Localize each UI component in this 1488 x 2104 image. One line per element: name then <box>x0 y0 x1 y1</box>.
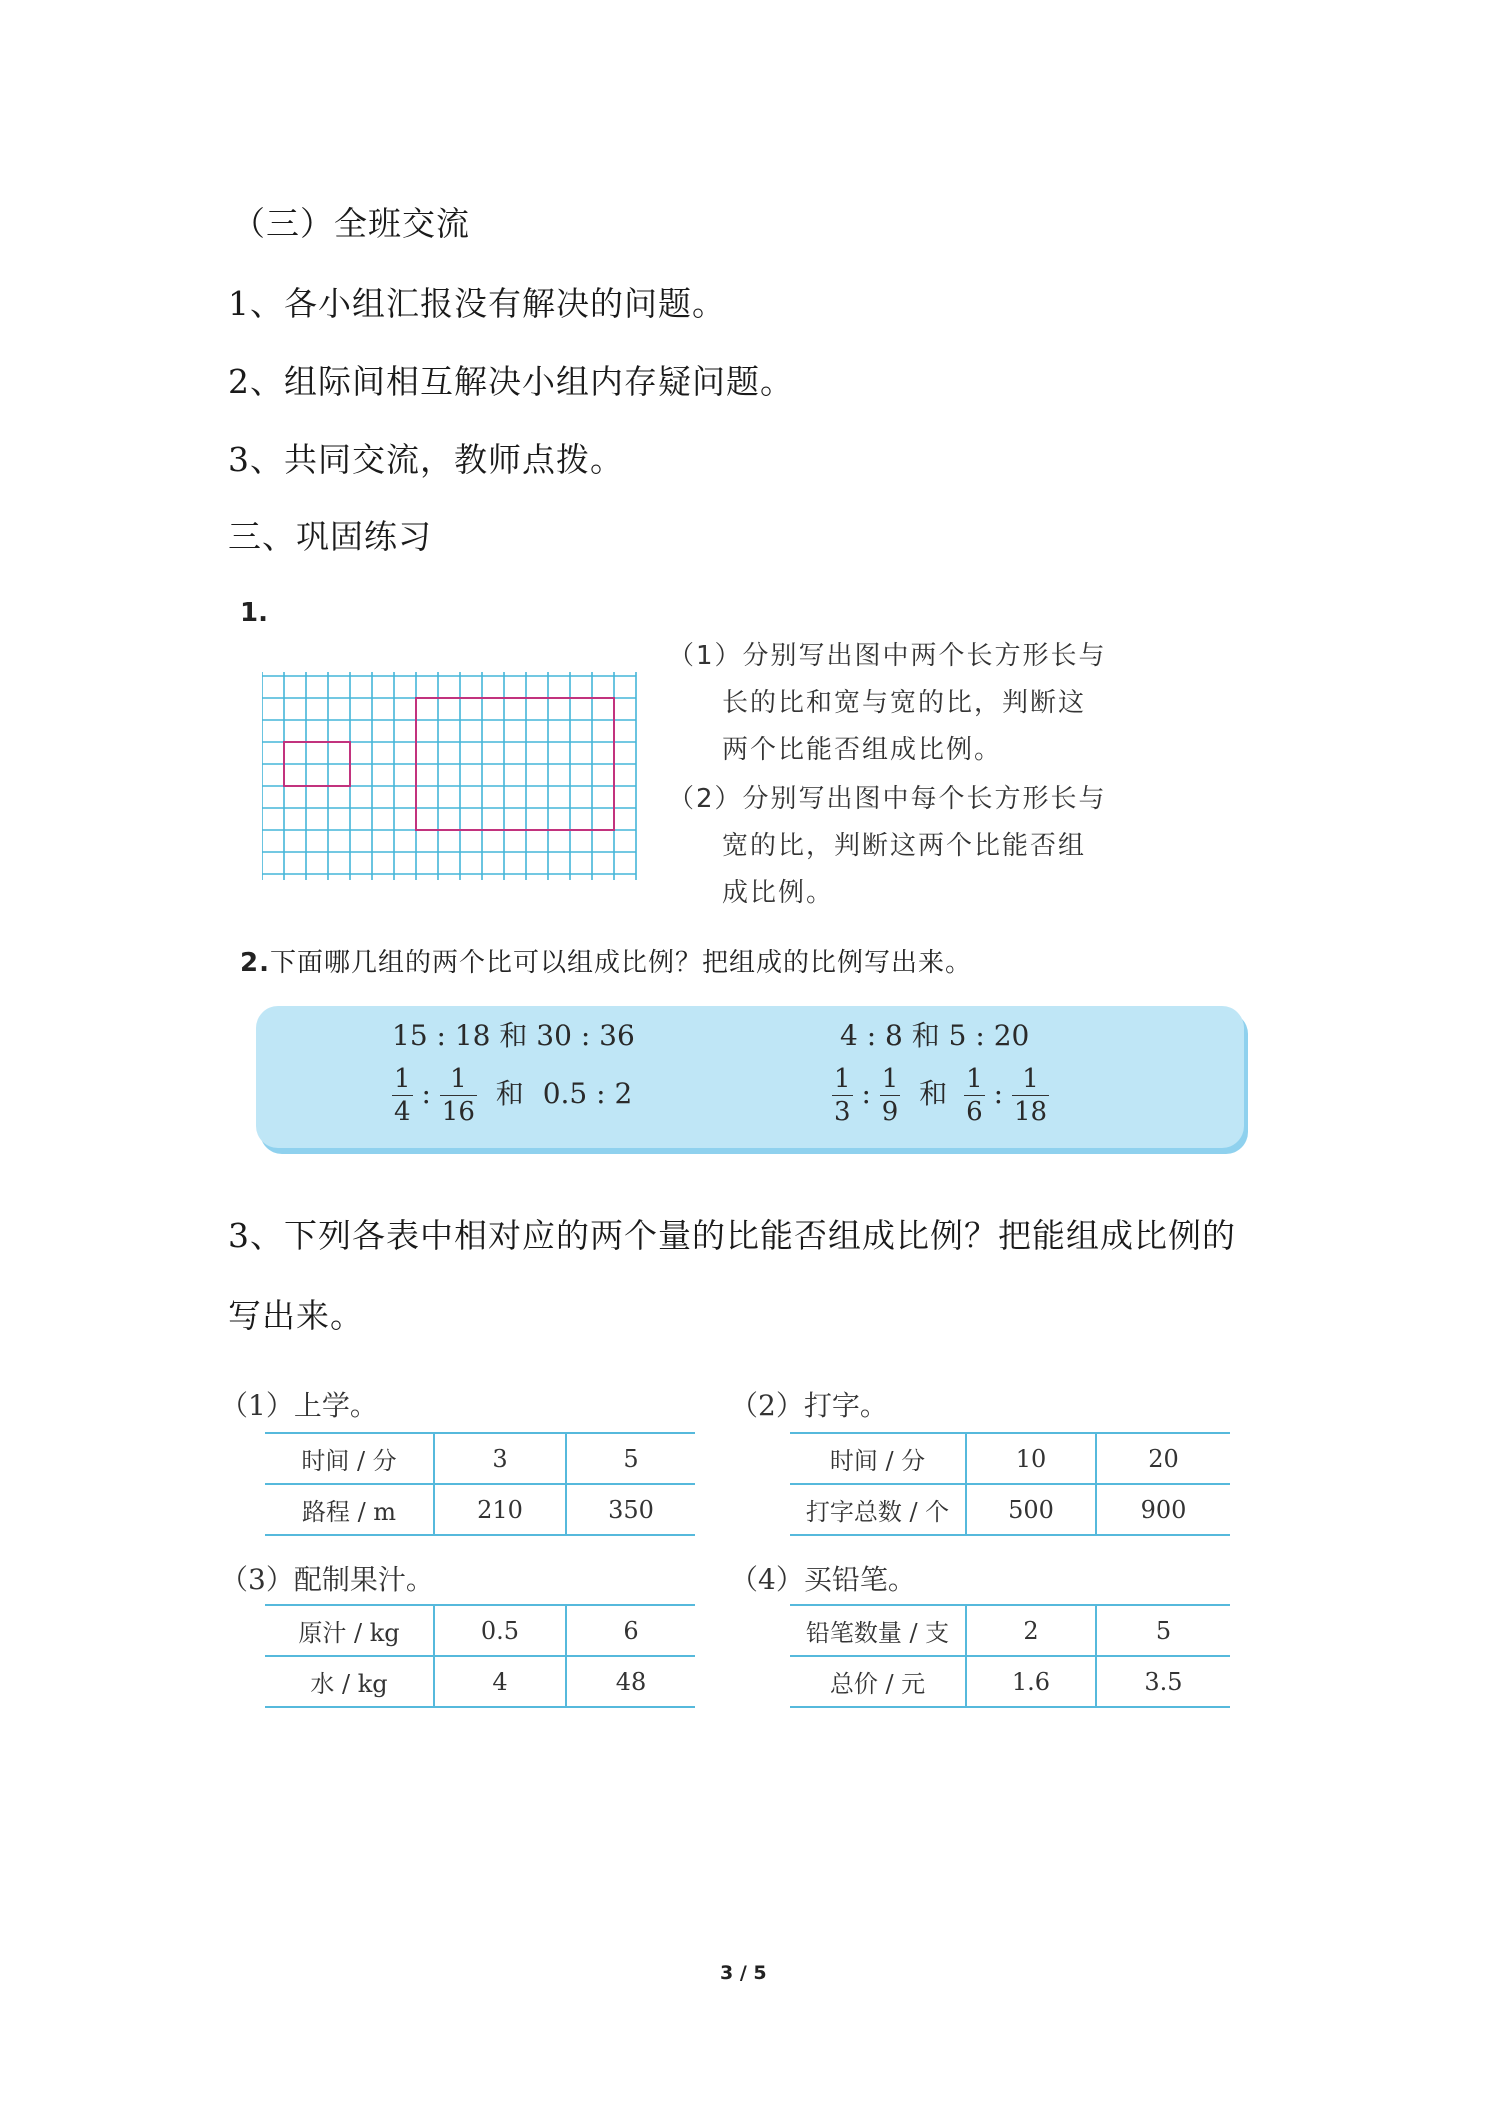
ratio-tail: 0.5 : 2 <box>542 1077 633 1110</box>
ratio-pair-1: 15 : 18 和 30 : 36 <box>392 1019 635 1052</box>
table-cell: 10 <box>966 1433 1096 1484</box>
grid-lines <box>262 672 636 880</box>
table-cell: 水 / kg <box>265 1656 434 1707</box>
table-row <box>790 1484 1230 1535</box>
numerator: 1 <box>440 1066 477 1096</box>
question-2-text: 下面哪几组的两个比可以组成比例？把组成的比例写出来。 <box>269 948 972 978</box>
table-row <box>265 1656 695 1707</box>
table-cell: 2 <box>966 1605 1096 1656</box>
question-1-number: 1. <box>240 598 268 628</box>
ratio-pair-2: 4 : 8 和 5 : 20 <box>840 1019 1030 1052</box>
table-row <box>790 1656 1230 1707</box>
table-cell: 500 <box>966 1484 1096 1535</box>
table-cell: 900 <box>1096 1484 1230 1535</box>
and-word: 和 <box>495 1077 524 1110</box>
numerator: 1 <box>881 1064 899 1094</box>
fraction <box>1012 1066 1049 1125</box>
table-1-label: （1）上学。 <box>220 1389 378 1422</box>
table-cell: 20 <box>1096 1433 1230 1484</box>
numerator: 1 <box>834 1064 851 1094</box>
table-cell: 5 <box>1096 1605 1230 1656</box>
fraction <box>832 1066 853 1125</box>
table-cell: 4 <box>434 1656 566 1707</box>
paragraph-step-2: 2、组际间相互解决小组内存疑问题。 <box>228 362 794 401</box>
table-3 <box>265 1604 695 1708</box>
q1-p2-line-1: （2）分别写出图中每个长方形长与 <box>668 784 1107 814</box>
ratio-pair-3: $\frac{1}{4}$ : $\frac{1}{16}$ 和 0.5 : 2 <box>394 1064 633 1127</box>
table-cell: 总价 / 元 <box>790 1656 966 1707</box>
grid-figure <box>262 672 654 888</box>
table-cell: 48 <box>566 1656 695 1707</box>
table-cell: 3.5 <box>1096 1656 1230 1707</box>
q1-p1-line-2: 长的比和宽与宽的比，判断这 <box>722 688 1087 718</box>
ratio-pair-4: $\frac{1}{3}$ : $\frac{1}{9}$ 和 $\frac{1}{6}$ : $\frac{1}{18}$ <box>834 1064 1048 1127</box>
fraction <box>880 1066 901 1125</box>
table-cell: 6 <box>566 1605 695 1656</box>
table-cell: 3 <box>434 1433 566 1484</box>
table-cell: 原汁 / kg <box>265 1605 434 1656</box>
table-row <box>790 1433 1230 1484</box>
fraction <box>964 1066 985 1125</box>
q1-p2-line-2: 宽的比，判断这两个比能否组 <box>722 831 1087 861</box>
table-3-label: （3）配制果汁。 <box>220 1563 434 1596</box>
denominator: 18 <box>1013 1097 1048 1127</box>
denominator: 3 <box>834 1097 851 1127</box>
q1-p1-line-3: 两个比能否组成比例。 <box>722 735 1003 765</box>
denominator: 4 <box>394 1097 411 1127</box>
table-cell: 350 <box>566 1484 695 1535</box>
section-heading-exchange: （三）全班交流 <box>232 204 470 243</box>
table-cell: 1.6 <box>966 1656 1096 1707</box>
table-row <box>265 1605 695 1656</box>
table-cell: 时间 / 分 <box>790 1433 966 1484</box>
numerator: 1 <box>1012 1066 1049 1096</box>
numerator: 1 <box>966 1064 983 1094</box>
table-4 <box>790 1604 1230 1708</box>
question-2-number: 2. <box>240 948 270 978</box>
table-1 <box>265 1432 695 1536</box>
section-heading-practice: 三、巩固练习 <box>228 517 432 556</box>
question-2-prompt <box>240 942 972 979</box>
fraction <box>440 1066 477 1125</box>
table-cell: 0.5 <box>434 1605 566 1656</box>
table-row <box>265 1433 695 1484</box>
denominator: 9 <box>881 1097 899 1127</box>
table-cell: 打字总数 / 个 <box>790 1484 966 1535</box>
table-cell: 铅笔数量 / 支 <box>790 1605 966 1656</box>
question-3-text-line-1 <box>228 1210 1236 1257</box>
question-3-text-line-2: 写出来。 <box>228 1296 364 1335</box>
paragraph-step-1: 1、各小组汇报没有解决的问题。 <box>228 284 726 323</box>
question-1-part-1 <box>668 633 1107 774</box>
table-row <box>265 1484 695 1535</box>
q1-p1-line-1: （1）分别写出图中两个长方形长与 <box>668 641 1107 671</box>
table-cell: 5 <box>566 1433 695 1484</box>
table-cell: 210 <box>434 1484 566 1535</box>
table-2 <box>790 1432 1230 1536</box>
and-word: 和 <box>919 1077 948 1110</box>
fraction <box>392 1066 413 1125</box>
table-row <box>790 1605 1230 1656</box>
table-4-label: （4）买铅笔。 <box>730 1563 916 1596</box>
paragraph-step-3: 3、共同交流，教师点拨。 <box>228 440 624 479</box>
numerator: 1 <box>394 1064 411 1094</box>
table-2-label: （2）打字。 <box>730 1389 888 1422</box>
q3-line-1: 3、下列各表中相对应的两个量的比能否组成比例？把能组成比例的 <box>228 1216 1236 1255</box>
question-1-part-2 <box>668 776 1107 917</box>
q1-p2-line-3: 成比例。 <box>722 878 835 908</box>
page-number: 3 / 5 <box>720 1962 767 1984</box>
table-cell: 时间 / 分 <box>265 1433 434 1484</box>
denominator: 16 <box>441 1097 475 1127</box>
table-cell: 路程 / m <box>265 1484 434 1535</box>
denominator: 6 <box>966 1097 983 1127</box>
